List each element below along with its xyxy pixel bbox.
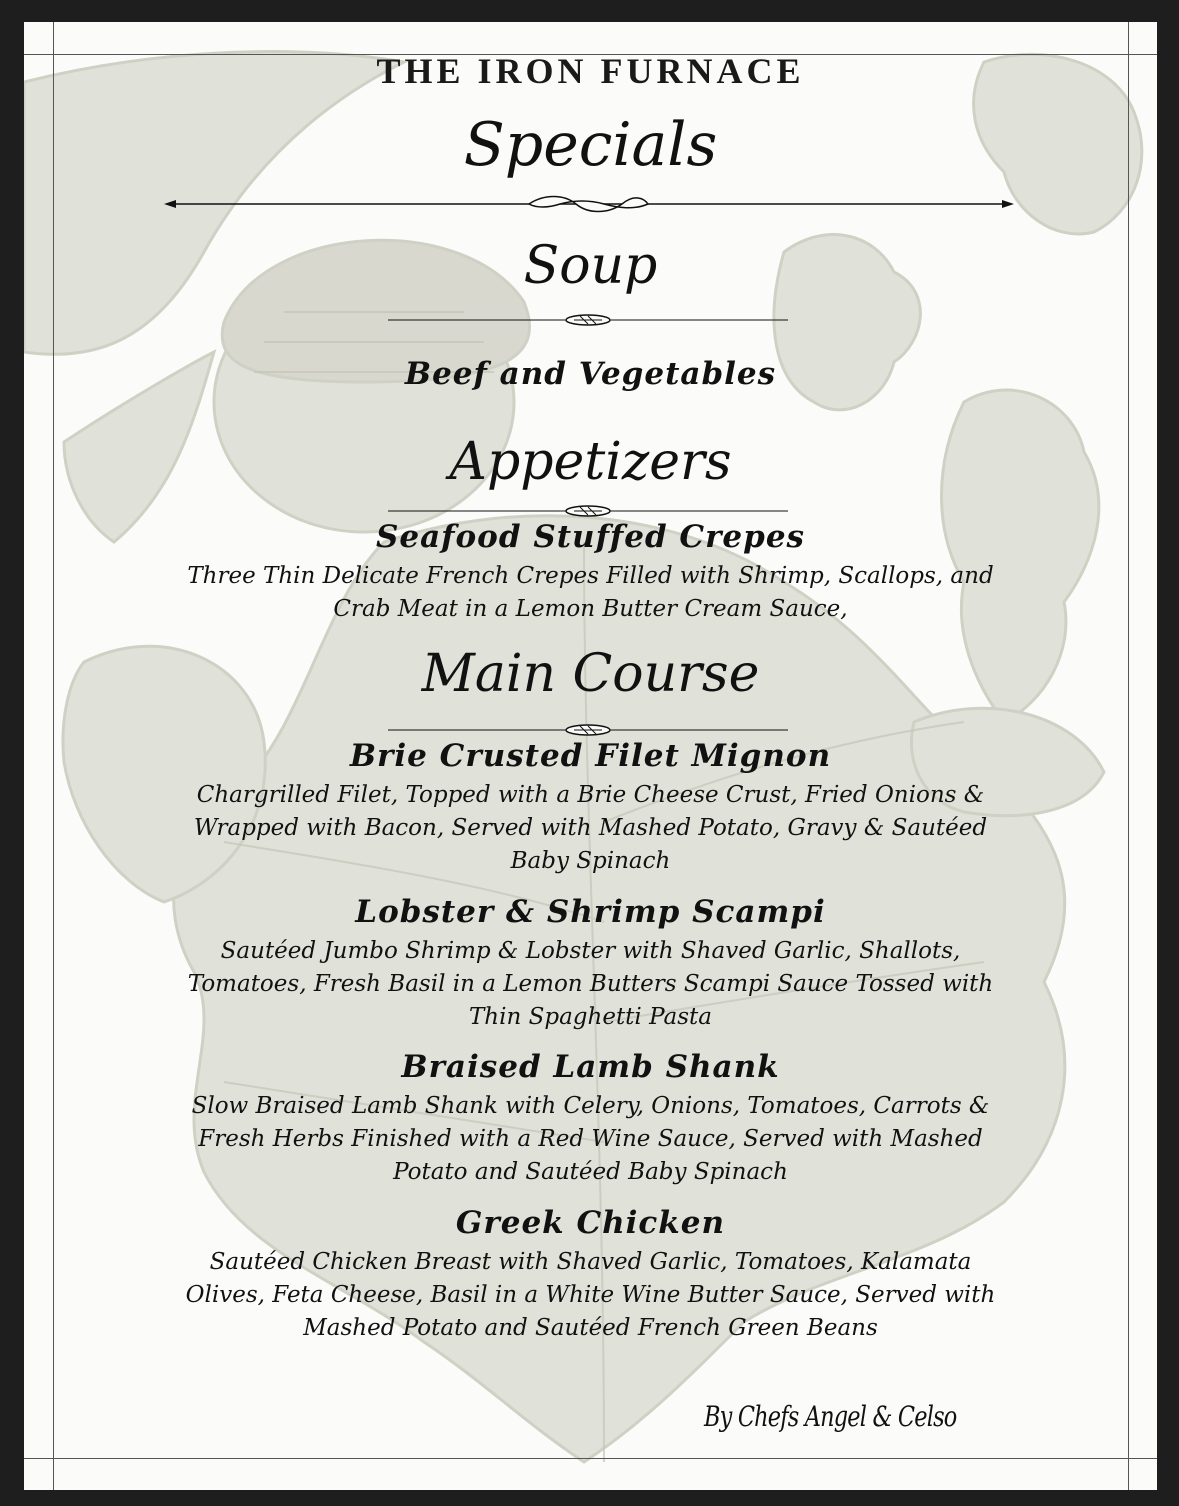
dish-name: Brie Crusted Filet Mignon (349, 738, 832, 774)
specials-heading: Specials (463, 110, 718, 180)
description-line: Fresh Herbs Finished with a Red Wine Sauce, Served with Mashed (198, 1126, 983, 1152)
specials-divider (164, 192, 1014, 216)
description-line: Wrapped with Bacon, Served with Mashed Potato, Gravy & Sautéed (193, 815, 988, 841)
chef-signature: By Chefs Angel & Celso (704, 1400, 957, 1433)
dish-name: Greek Chicken (455, 1205, 726, 1241)
description-line: Three Thin Delicate French Crepes Filled with Shrimp, Scallops, and (187, 563, 994, 589)
main-course-divider (388, 722, 788, 738)
dish-description (24, 779, 1157, 878)
description-line: Olives, Feta Cheese, Basil in a White Wine Butter Sauce, Served with (185, 1282, 996, 1308)
soup-divider (388, 312, 788, 328)
dish-description (24, 1246, 1157, 1345)
appetizers-divider (388, 503, 788, 519)
description-line: Chargrilled Filet, Topped with a Brie Cheese Crust, Fried Onions & (196, 782, 985, 808)
dish-name: Braised Lamb Shank (401, 1049, 780, 1085)
description-line: Mashed Potato and Sautéed French Green Beans (303, 1315, 878, 1341)
description-line: Slow Braised Lamb Shank with Celery, Onions, Tomatoes, Carrots & (191, 1093, 990, 1119)
menu-page (24, 22, 1157, 1490)
menu-content (24, 22, 1157, 1490)
main-course-heading: Main Course (421, 644, 760, 704)
dish-description (24, 560, 1157, 626)
soup-heading: Soup (523, 236, 658, 296)
restaurant-name: THE IRON FURNACE (376, 51, 805, 91)
description-line: Sautéed Chicken Breast with Shaved Garlic, Tomatoes, Kalamata (209, 1249, 972, 1275)
description-line: Potato and Sautéed Baby Spinach (393, 1159, 788, 1185)
description-line: Crab Meat in a Lemon Butter Cream Sauce, (333, 596, 848, 622)
description-line: Thin Spaghetti Pasta (468, 1004, 713, 1030)
description-line: Sautéed Jumbo Shrimp & Lobster with Shaved Garlic, Shallots, (220, 938, 961, 964)
soup-name: Beef and Vegetables (404, 356, 777, 392)
dish-name: Seafood Stuffed Crepes (375, 519, 806, 555)
dish-description (24, 1090, 1157, 1189)
dish-description (24, 935, 1157, 1034)
appetizers-heading: Appetizers (449, 432, 732, 492)
dish-name: Lobster & Shrimp Scampi (355, 894, 826, 930)
description-line: Tomatoes, Fresh Basil in a Lemon Butters Scampi Sauce Tossed with (187, 971, 994, 997)
description-line: Baby Spinach (510, 848, 671, 874)
